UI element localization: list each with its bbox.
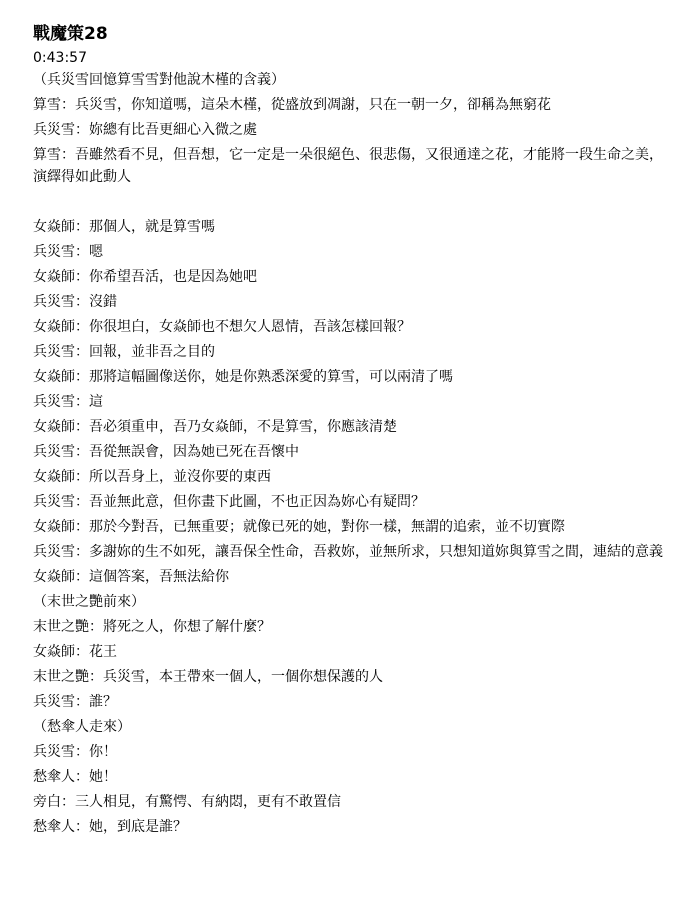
- dialogue-line: 末世之艷：兵災雪，本王帶來一個人，一個你想保護的人: [33, 669, 383, 685]
- dialogue-line: 女焱師：你希望吾活，也是因為她吧: [33, 269, 257, 285]
- dialogue-line: 愁傘人：她！: [33, 769, 117, 785]
- dialogue-line: 女焱師：這個答案，吾無法給你: [33, 569, 229, 585]
- dialogue-line: 兵災雪：吾從無誤會，因為她已死在吾懷中: [33, 444, 299, 460]
- stage-direction: （末世之艷前來）: [33, 594, 145, 610]
- section-dialogue: [33, 216, 665, 838]
- dialogue-line: 兵災雪：這: [33, 394, 103, 410]
- dialogue-line: 愁傘人：她，到底是誰？: [33, 819, 187, 835]
- dialogue-line: 女焱師：那個人，就是算雪嗎: [33, 219, 215, 235]
- dialogue-line: 兵災雪：吾並無此意，但你畫下此圖，不也正因為妳心有疑問？: [33, 494, 425, 510]
- dialogue-line: 兵災雪：嗯: [33, 244, 103, 260]
- dialogue-line: 女焱師：那將這幅圖像送你，她是你熟悉深愛的算雪，可以兩清了嗎: [33, 369, 453, 385]
- document-title: 戰魔策28: [33, 24, 108, 44]
- dialogue-line: 算雪：兵災雪，你知道嗎，這朵木槿，從盛放到凋謝，只在一朝一夕，卻稱為無窮花: [33, 97, 551, 113]
- dialogue-line: 女焱師：你很坦白，女焱師也不想欠人恩情，吾該怎樣回報？: [33, 319, 411, 335]
- section-flashback: [33, 69, 665, 188]
- dialogue-line: 女焱師：花王: [33, 644, 117, 660]
- dialogue-line: 兵災雪：多謝妳的生不如死，讓吾保全性命，吾救妳，並無所求，只想知道妳與算雪之間，連結的意義: [33, 544, 663, 560]
- dialogue-line: 女焱師：那於今對吾，已無重要；就像已死的她，對你一樣，無謂的追索，並不切實際: [33, 519, 565, 535]
- stage-direction: （兵災雪回憶算雪雪對他說木槿的含義）: [33, 72, 285, 88]
- timestamp: 0:43:57: [33, 50, 87, 66]
- script-document: [33, 22, 665, 841]
- section-gap: [33, 191, 665, 216]
- dialogue-line: 兵災雪：誰？: [33, 694, 117, 710]
- dialogue-line: 算雪：吾雖然看不見，但吾想，它一定是一朵很絕色、很悲傷，又很通達之花，才能將一段生命之美，演繹得如此動人: [33, 147, 663, 185]
- dialogue-line: 兵災雪：回報，並非吾之目的: [33, 344, 215, 360]
- dialogue-line: 女焱師：所以吾身上，並沒你要的東西: [33, 469, 271, 485]
- dialogue-line: 女焱師：吾必須重申，吾乃女焱師，不是算雪，你應該清楚: [33, 419, 397, 435]
- dialogue-line: 兵災雪：妳總有比吾更細心入微之處: [33, 122, 257, 138]
- dialogue-line: 兵災雪：你！: [33, 744, 117, 760]
- narration-line: 旁白：三人相見，有驚愕、有納悶，更有不敢置信: [33, 794, 341, 810]
- dialogue-line: 末世之艷：將死之人，你想了解什麼？: [33, 619, 271, 635]
- dialogue-line: 兵災雪：沒錯: [33, 294, 117, 310]
- stage-direction: （愁傘人走來）: [33, 719, 131, 735]
